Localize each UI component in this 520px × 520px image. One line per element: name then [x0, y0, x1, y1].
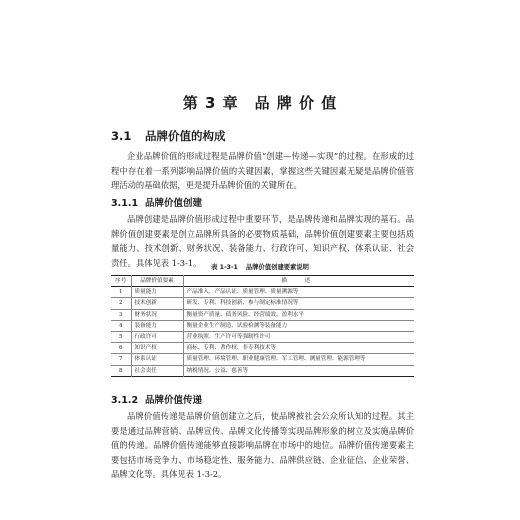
row-index: 1 — [111, 287, 131, 298]
row-description: 衡量企业生产制造、试验检测等装备能力 — [186, 322, 288, 329]
row-description: 商标、专利、著作权、非专利技术等 — [186, 345, 277, 352]
row-description: 营业执照、生产许可等强制性许可 — [186, 334, 271, 341]
body-paragraph: 品牌创建是品牌价值形成过程中重要环节，是品牌传递和品牌实现的基石。品牌价值创建要素是创立品牌所具备的必要物质基础，品牌价值创建要素主要包括质量能力、技术创新、财务状况、装备能力、行政许可、知识产权、体系认证、社会责任。具体见表 1-3-1。 — [111, 214, 414, 268]
brand-value-table — [111, 275, 414, 377]
table-header-row — [111, 276, 414, 287]
header-element: 品牌价值要素 — [131, 276, 183, 287]
row-index: 3 — [111, 309, 131, 320]
table-row — [111, 365, 414, 376]
row-element: 财务状况 — [131, 309, 183, 320]
subsection-title: 品牌价值创建 — [145, 198, 203, 209]
table-caption-title: 品牌价值创建要素说明 — [245, 264, 309, 271]
table-row — [111, 320, 414, 331]
subsection-number: 3.1.1 — [111, 198, 139, 209]
row-description: 纳税情况、公益、慈善等 — [186, 367, 249, 374]
row-element: 质量能力 — [131, 287, 183, 298]
row-element: 社会责任 — [131, 365, 183, 376]
row-element: 体系认证 — [131, 354, 183, 365]
row-element: 技术创新 — [131, 298, 183, 309]
table-row — [111, 287, 414, 298]
row-index: 2 — [111, 298, 131, 309]
row-description: 产品准入、产品认证、质量管理、质量溯源等 — [186, 289, 299, 296]
header-description: 描 述 — [281, 278, 317, 284]
chapter-title: 第 3 章 品 牌 价 值 — [182, 94, 338, 112]
row-index: 4 — [111, 320, 131, 331]
row-index: 5 — [111, 332, 131, 343]
row-index: 8 — [111, 365, 131, 376]
body-paragraph: 企业品牌价值的形成过程是品牌价值“创建—传递—实现”的过程。在形成的过程中存在着一系列影响品牌价值的关键因素，掌握这些关键因素无疑是品牌价值管理活动的基础依据，更是提升品牌价值的关键所在。 — [111, 151, 414, 191]
row-element: 装备能力 — [131, 320, 183, 331]
subsection-number: 3.1.2 — [111, 395, 139, 406]
header-index: 序号 — [111, 276, 131, 287]
section-heading — [111, 128, 226, 144]
row-description: 研发、专利、科技创新、参与制定标准情况等 — [186, 300, 299, 307]
subsection-heading — [111, 392, 202, 406]
section-number: 3.1 — [111, 129, 132, 143]
subsection-heading — [111, 195, 202, 209]
table-caption — [0, 262, 520, 271]
row-index: 6 — [111, 343, 131, 354]
table-row — [111, 343, 414, 354]
table-row — [111, 354, 414, 365]
row-description: 质量管理、环境管理、职业健康管理、军工管理、测量管理、能源管理等 — [186, 356, 366, 363]
table-row — [111, 298, 414, 309]
section-title: 品牌价值的构成 — [145, 129, 226, 143]
body-paragraph: 品牌价值传递是品牌价值创建立之后，使品牌被社会公众所认知的过程。其主要是通过品牌营销、品牌宣传、品牌文化传播等实现品牌形象的树立及实施品牌价值的传递。品牌价值传递能够直接影响品牌在市场中的地位。品牌价值传递要素主要包括市场竞争力、市场稳定性、服务能力、品牌供应链、企业征信、企业荣誉、品牌文化等。具体见表 1-3-2。 — [111, 411, 414, 480]
table-caption-number: 表 1-3-1 — [211, 264, 238, 271]
row-element: 知识产权 — [131, 343, 183, 354]
table-row — [111, 332, 414, 343]
subsection-title: 品牌价值传递 — [145, 395, 203, 406]
row-element: 行政许可 — [131, 332, 183, 343]
row-description: 衡量资产质量、债务风险、经营绩效、盈利水平 — [186, 311, 304, 318]
row-index: 7 — [111, 354, 131, 365]
table-row — [111, 309, 414, 320]
